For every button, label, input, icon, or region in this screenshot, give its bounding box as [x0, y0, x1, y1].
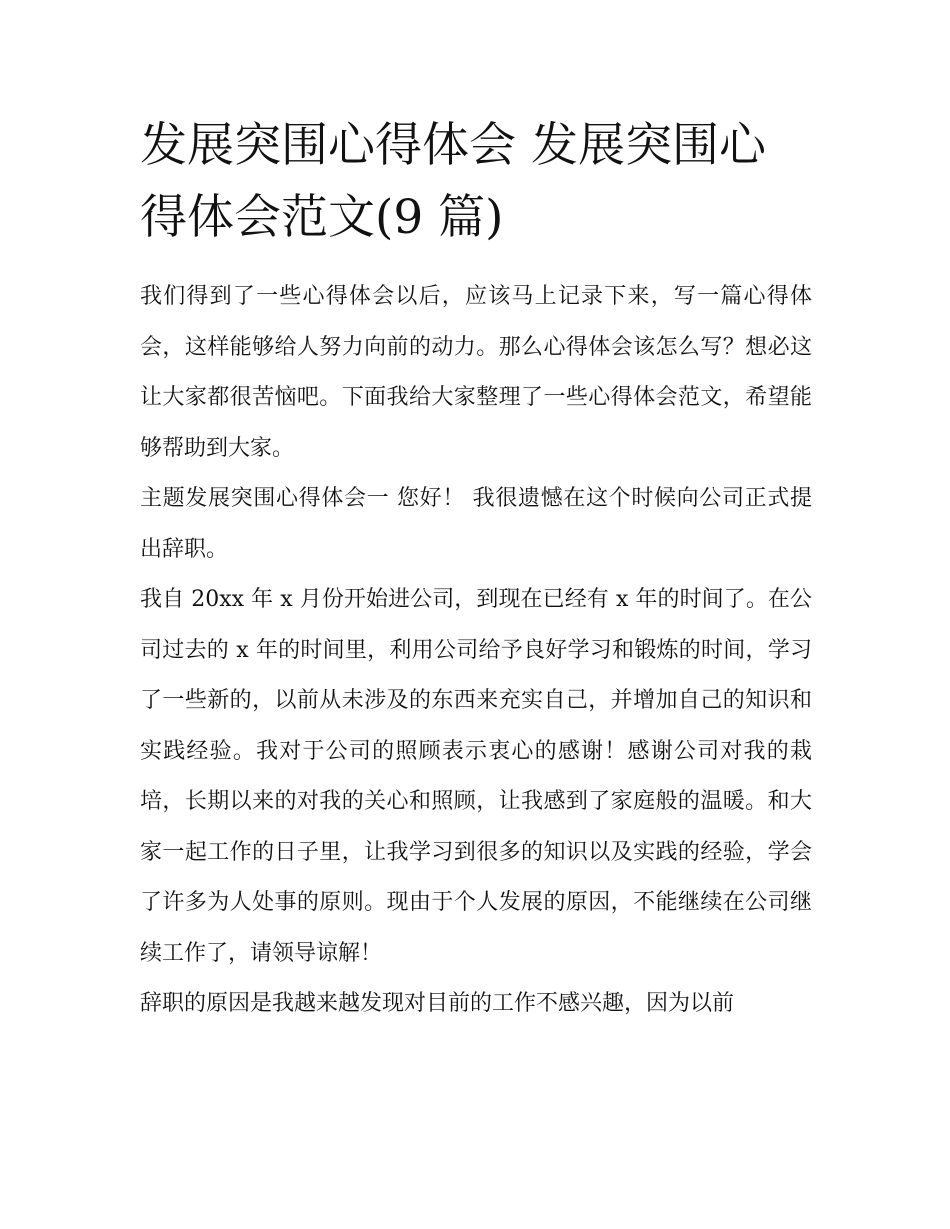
- document-body: [140, 110, 812, 1030]
- document-title: 发展突围心得体会 发展突围心得体会范文(9 篇): [140, 118, 766, 245]
- paragraph-intro: 我们得到了一些心得体会以后，应该马上记录下来，写一篇心得体会，这样能够给人努力向前的动力。那么心得体会该怎么写？想必这让大家都很苦恼吧。下面我给大家整理了一些心得体会范文，希望能够帮助到大家。: [140, 284, 812, 461]
- paragraph-work-history: 我自 20xx 年 x 月份开始进公司，到现在已经有 x 年的时间了。在公司过去的 x 年的时间里，利用公司给予良好学习和锻炼的时间，学习了一些新的，以前从未涉及的东西来充实自己，并增加自己的知识和实践经验。我对于公司的照顾表示衷心的感谢！感谢公司对我的栽培，长期以来的对我的关心和照顾，让我感到了家庭般的温暖。和大家一起工作的日子里，让我学习到很多的知识以及实践的经验，学会了许多为人处事的原则。现由于个人发展的原因，不能继续在公司继续工作了，请领导谅解！: [140, 587, 812, 966]
- paragraph-resign-reason: 辞职的原因是我越来越发现对目前的工作不感兴趣，因为以前: [140, 991, 735, 1016]
- paragraph-topic-opening: 主题发展突围心得体会一 您好！ 我很遗憾在这个时候向公司正式提出辞职。: [140, 486, 812, 562]
